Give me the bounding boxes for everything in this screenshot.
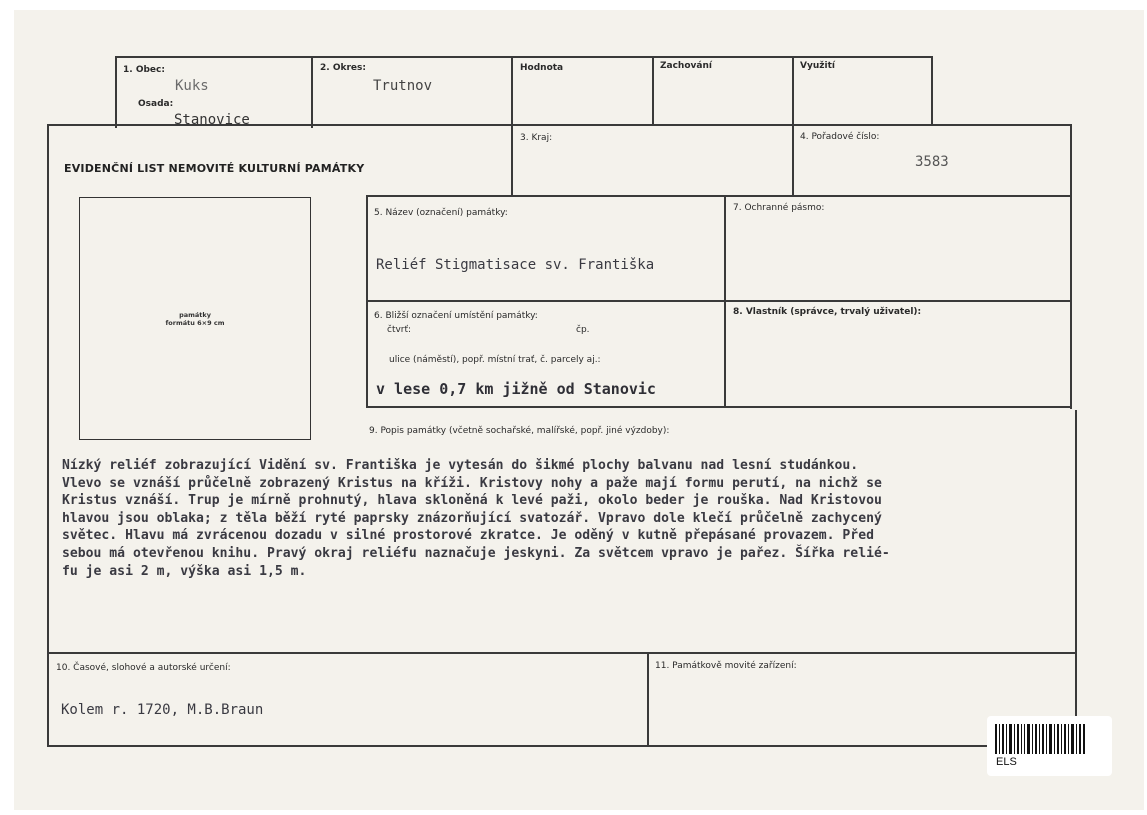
rule (647, 652, 649, 746)
cp-label: čp. (576, 325, 590, 335)
rule (115, 56, 932, 58)
ctvrt-label: čtvrť: (387, 325, 412, 335)
vyuziti-label: Využití (800, 61, 835, 71)
movite-zarizeni-label: 11. Památkově movité zařízení: (655, 661, 797, 671)
rule (1075, 410, 1077, 716)
photo-note: památky formátu 6×9 cm (165, 311, 225, 327)
photo-placeholder (79, 197, 311, 440)
page-title: EVIDENČNÍ LIST NEMOVITÉ KULTURNÍ PAMÁTKY (64, 162, 365, 175)
okres-value: Trutnov (373, 78, 433, 94)
umisteni-label: 6. Bližší označení umístění památky: (374, 311, 538, 321)
okres-label: 2. Okres: (320, 63, 366, 73)
popis-line: Vlevo se vznáší průčelně zobrazený Kristus na kříži. Kristovy nohy a paže mají formu perutí, na nichž se (62, 475, 882, 491)
popis-line: světec. Hlavu má zvrácenou dozadu v silné prostorové zkratce. Je oděný v kutně přepásané provazem. Před (62, 528, 874, 544)
rule (792, 124, 794, 196)
rule (1070, 124, 1072, 409)
rule (366, 406, 1071, 408)
rule (511, 56, 513, 124)
rule (47, 652, 1077, 654)
popis-text (62, 457, 1042, 580)
obec-value: Kuks (175, 78, 209, 94)
kraj-label: 3. Kraj: (520, 133, 553, 143)
obec-label: 1. Obec: (123, 65, 165, 75)
popis-line: hlavou jsou oblaka; z těla běží ryté paprsky znázorňující svatozář. Vpravo dole klečí průčelně zachycený (62, 510, 882, 526)
nazev-label: 5. Název (označení) památky: (374, 208, 508, 218)
popis-line: sebou má otevřenou knihu. Pravý okraj reliéfu naznačuje jeskyni. Za světcem vpravo je pařez. Šířka relié- (62, 545, 890, 561)
barcode-sticker (987, 716, 1112, 776)
poradove-cislo-label: 4. Pořadové číslo: (800, 132, 880, 142)
popis-line: Nízký reliéf zobrazující Vidění sv. Františka je vytesán do šikmé plochy balvanu nad lesní studánkou. (62, 458, 859, 473)
popis-line: Kristus vznáší. Trup je mírně prohnutý, hlava skloněná k levé paži, okolo beder je rouška. Nad Kristovou (62, 493, 882, 509)
hodnota-label: Hodnota (520, 63, 564, 73)
rule (366, 195, 1071, 197)
rule (311, 56, 313, 128)
rule (511, 124, 513, 196)
rule (931, 56, 933, 124)
sticker-label: ELS (996, 756, 1017, 768)
vlastnik-label: 8. Vlastník (správce, trvalý uživatel): (733, 307, 922, 317)
barcode-icon (995, 724, 1085, 754)
ochranne-pasmo-label: 7. Ochranné pásmo: (733, 203, 825, 213)
casove-urceni-value: Kolem r. 1720, M.B.Braun (61, 702, 264, 718)
rule (652, 56, 654, 124)
nazev-value: Reliéf Stigmatisace sv. Františka (376, 257, 655, 273)
rule (115, 56, 117, 128)
rule (792, 56, 794, 124)
rule (366, 300, 1071, 302)
ulice-label: ulice (náměstí), popř. místní trať, č. parcely aj.: (389, 355, 601, 365)
umisteni-value: v lese 0,7 km jižně od Stanovic (376, 380, 656, 398)
osada-label: Osada: (138, 99, 174, 109)
popis-line: fu je asi 2 m, výška asi 1,5 m. (62, 563, 307, 579)
zachovani-label: Zachování (660, 61, 712, 71)
popis-label: 9. Popis památky (včetně sochařské, malířské, popř. jiné výzdoby): (369, 426, 670, 436)
rule (47, 745, 987, 747)
casove-urceni-label: 10. Časové, slohové a autorské určení: (56, 663, 231, 673)
osada-value: Stanovice (174, 112, 250, 128)
poradove-cislo-value: 3583 (915, 154, 949, 170)
